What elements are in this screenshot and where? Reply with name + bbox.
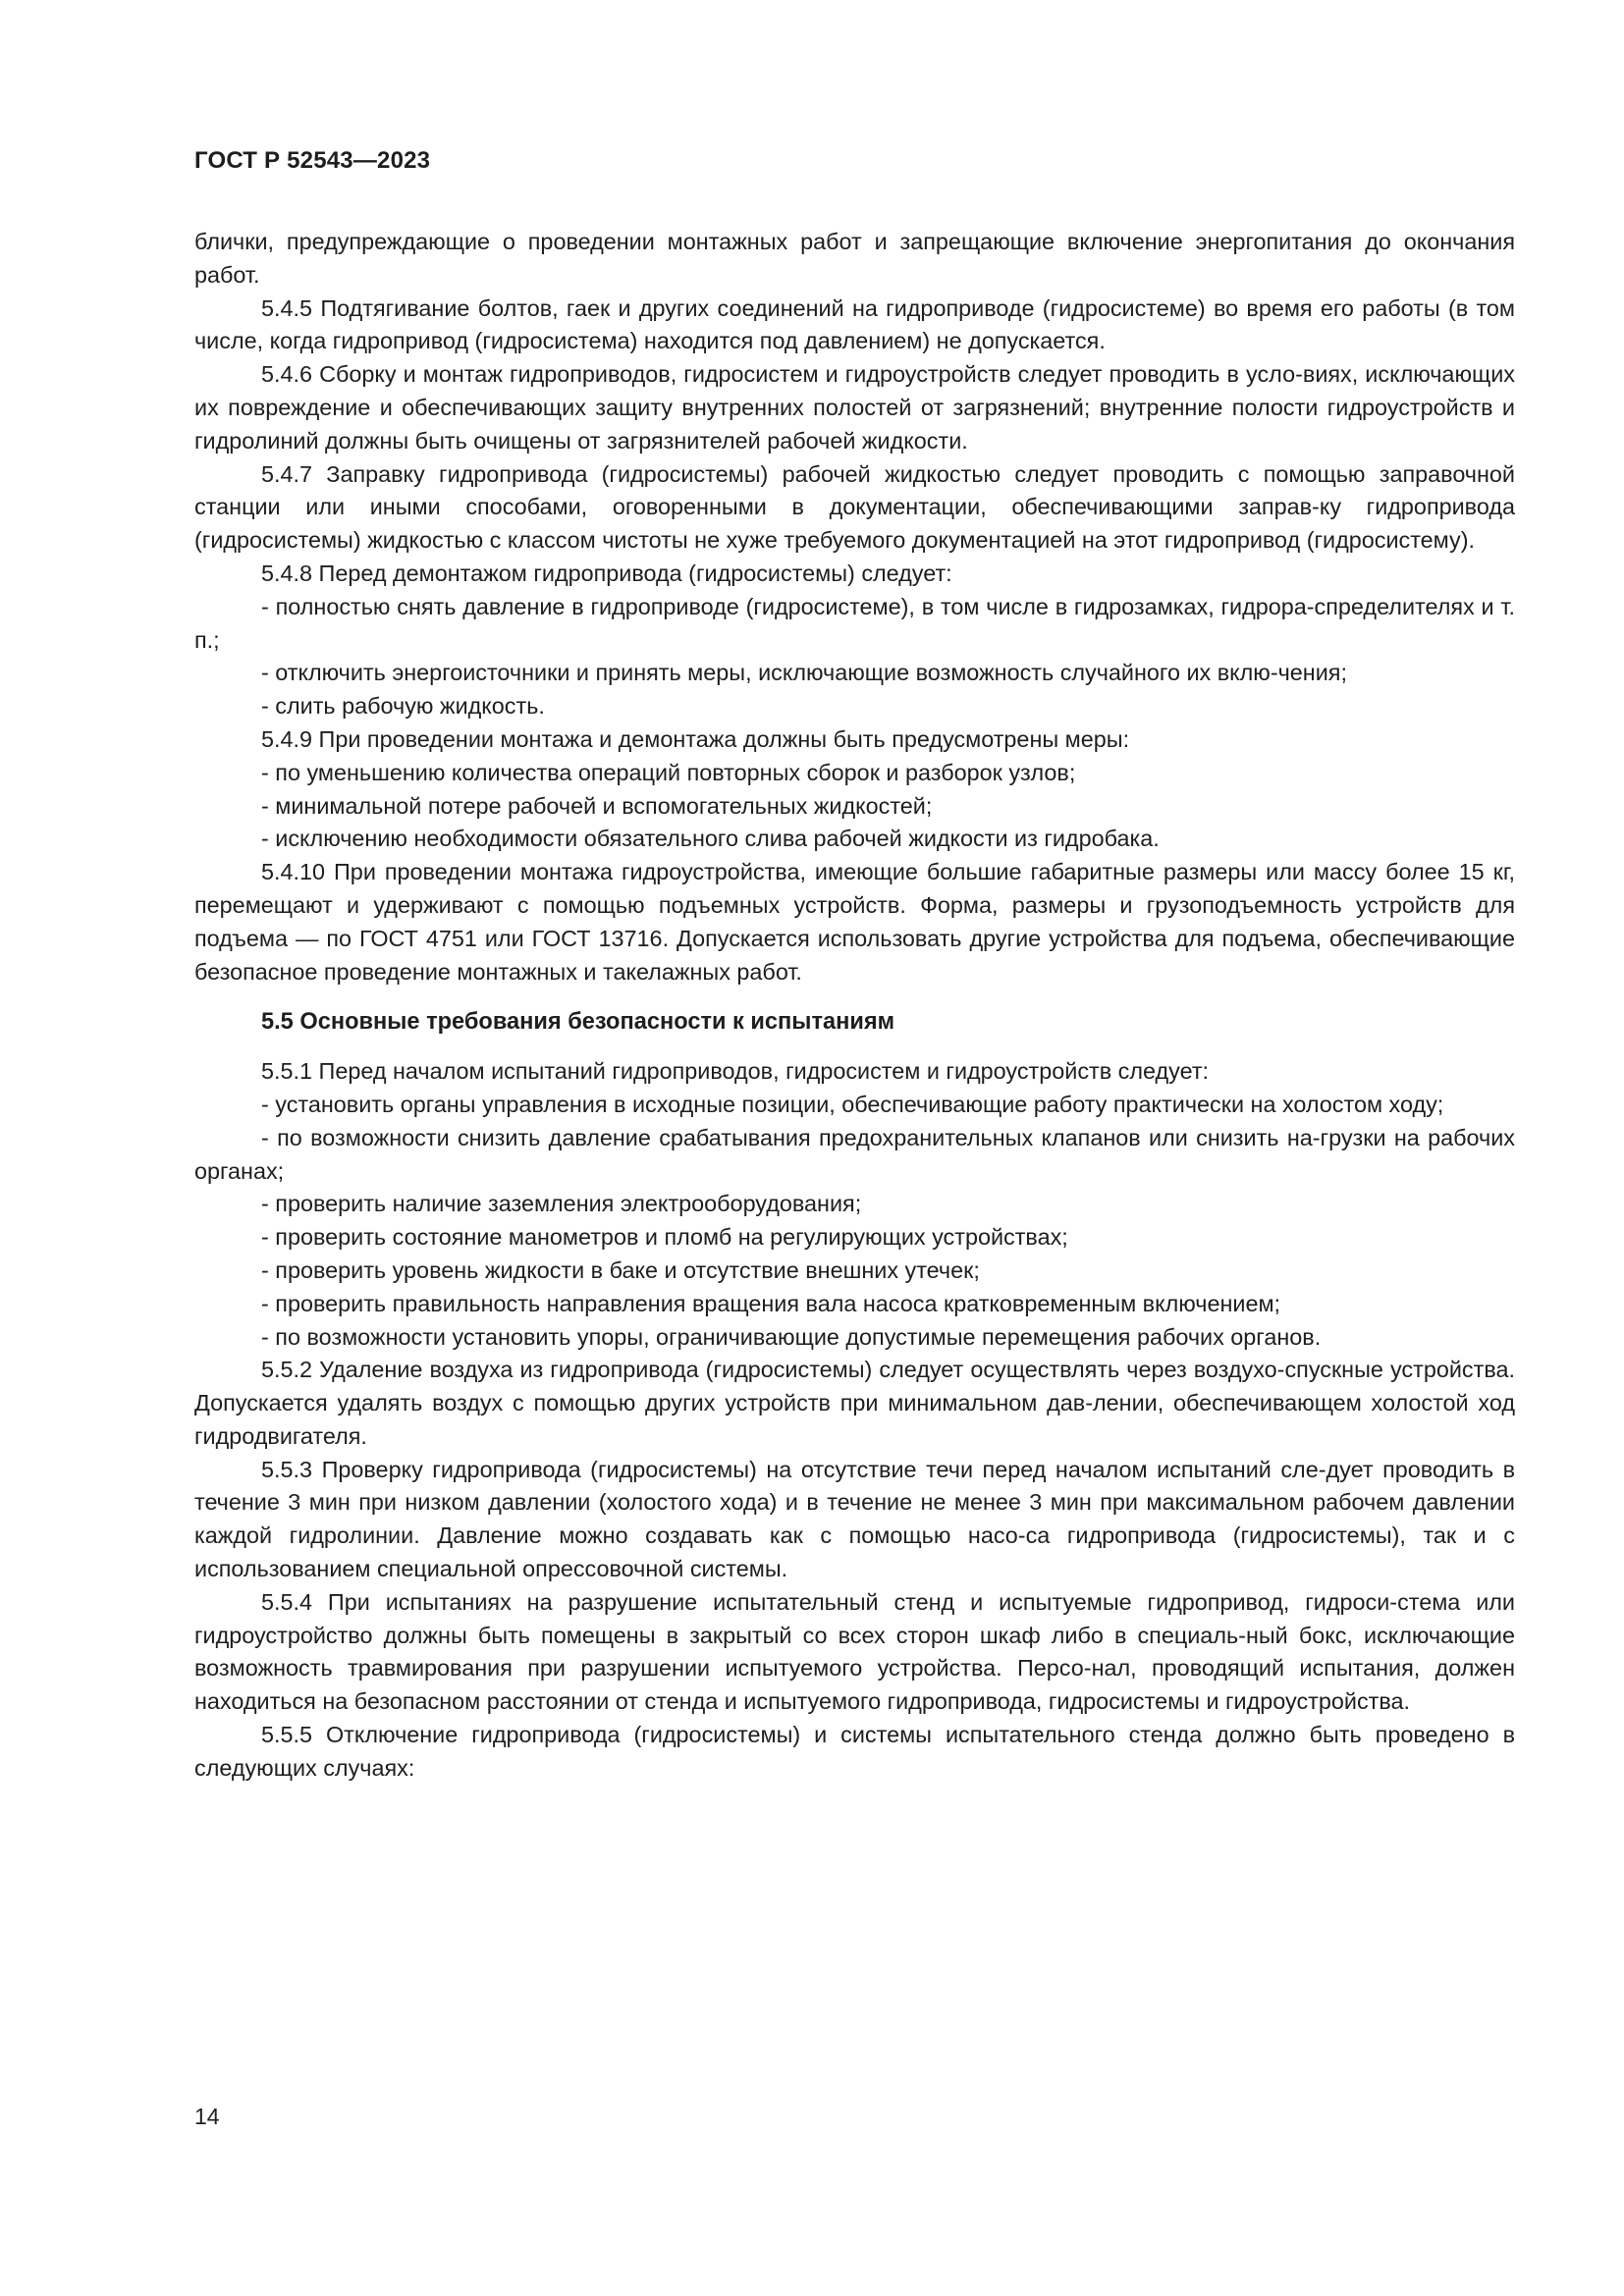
paragraph: 5.5.2 Удаление воздуха из гидропривода (гидросистемы) следует осуществлять через воздухо-спускные устройства. Допускается удалять воздух с помощью других устройств при минимальном дав-лении, обеспечивающем холостой ход гидродвигателя.: [194, 1357, 1515, 1449]
paragraph: - по возможности снизить давление срабатывания предохранительных клапанов или снизить на-грузки на рабочих органах;: [194, 1124, 1515, 1184]
page-number: 14: [194, 2104, 220, 2129]
paragraph: 5.4.5 Подтягивание болтов, гаек и других соединений на гидроприводе (гидросистеме) во время его работы (в том числе, когда гидропривод (гидросистема) находится под давлением) не допускается.: [194, 294, 1515, 354]
paragraph: - проверить состояние манометров и пломб на регулирующих устройствах;: [261, 1224, 1068, 1251]
paragraph: - минимальной потере рабочей и вспомогательных жидкостей;: [261, 792, 933, 819]
paragraph: - слить рабочую жидкость.: [261, 693, 545, 720]
paragraph: 5.5.1 Перед началом испытаний гидроприводов, гидросистем и гидроустройств следует:: [261, 1058, 1210, 1085]
paragraph: - установить органы управления в исходные позиции, обеспечивающие работу практически на холостом ходу;: [261, 1091, 1444, 1117]
paragraph: 5.5.3 Проверку гидропривода (гидросистемы) на отсутствие течи перед началом испытаний сле-дует проводить в течение 3 мин при низком давлении (холостого хода) и в течение не менее 3 мин при максимальном рабочем давлении каждой гидролинии. Давление можно создавать как с помощью насо-са гидропривода (гидросистемы), так и с использованием специальной опрессовочной системы.: [194, 1456, 1515, 1582]
paragraph: 5.4.9 При проведении монтажа и демонтажа должны быть предусмотрены меры:: [261, 725, 1130, 752]
section-5-4-text: [194, 226, 1515, 988]
paragraph: 5.4.6 Сборку и монтаж гидроприводов, гидросистем и гидроустройств следует проводить в усло-виях, исключающих их повреждение и обеспечивающих защиту внутренних полостей от загрязнений; внутренние полости гидроустройств и гидролиний должны быть очищены от загрязнителей рабочей жидкости.: [194, 361, 1515, 454]
paragraph: - отключить энергоисточники и принять меры, исключающие возможность случайного их вклю-чения;: [261, 660, 1347, 686]
paragraph: блички, предупреждающие о проведении монтажных работ и запрещающие включение энергопитания до окончания работ.: [194, 229, 1515, 288]
paragraph: - исключению необходимости обязательного слива рабочей жидкости из гидробака.: [261, 826, 1160, 852]
document-body: [194, 226, 1515, 1786]
paragraph: 5.5.5 Отключение гидропривода (гидросистемы) и системы испытательного стенда должно быть проведено в следующих случаях:: [194, 1722, 1515, 1781]
paragraph: 5.4.10 При проведении монтажа гидроустройства, имеющие большие габаритные размеры или массу более 15 кг, перемещают и удерживают с помощью подъемных устройств. Форма, размеры и грузоподъемность устройств для подъема — по ГОСТ 4751 или ГОСТ 13716. Допускается использовать другие устройства для подъема, обеспечивающие безопасное проведение монтажных и такелажных работ.: [194, 859, 1515, 985]
document-header: ГОСТ Р 52543—2023: [194, 147, 431, 174]
paragraph: - по уменьшению количества операций повторных сборок и разборок узлов;: [261, 759, 1076, 785]
section-5-5-text: [194, 1055, 1515, 1786]
section-heading: 5.5 Основные требования безопасности к испытаниям: [261, 1009, 895, 1036]
paragraph: 5.4.8 Перед демонтажом гидропривода (гидросистемы) следует:: [261, 560, 952, 586]
paragraph: - по возможности установить упоры, ограничивающие допустимые перемещения рабочих органов.: [261, 1323, 1322, 1350]
paragraph: 5.4.7 Заправку гидропривода (гидросистемы) рабочей жидкостью следует проводить с помощью заправочной станции или иными способами, оговоренными в документации, обеспечивающими заправ-ку гидропривода (гидросистемы) жидкостью с классом чистоты не хуже требуемого документацией на этот гидропривод (гидросистему).: [194, 460, 1515, 554]
paragraph: - проверить уровень жидкости в баке и отсутствие внешних утечек;: [261, 1256, 980, 1283]
paragraph: - проверить наличие заземления электрооборудования;: [261, 1191, 862, 1217]
paragraph: - проверить правильность направления вращения вала насоса кратковременным включением;: [261, 1290, 1281, 1316]
paragraph: - полностью снять давление в гидроприводе (гидросистеме), в том числе в гидрозамках, гидрора-спределителях и т. п.;: [194, 593, 1515, 653]
paragraph: 5.5.4 При испытаниях на разрушение испытательный стенд и испытуемые гидропривод, гидроси-стема или гидроустройство должны быть помещены в закрытый со всех сторон шкаф либо в специаль-ный бокс, исключающие возможность травмирования при разрушении испытуемого устройства. Персо-нал, проводящий испытания, должен находиться на безопасном расстоянии от стенда и испытуемого гидропривода, гидросистемы и гидроустройства.: [194, 1588, 1515, 1715]
